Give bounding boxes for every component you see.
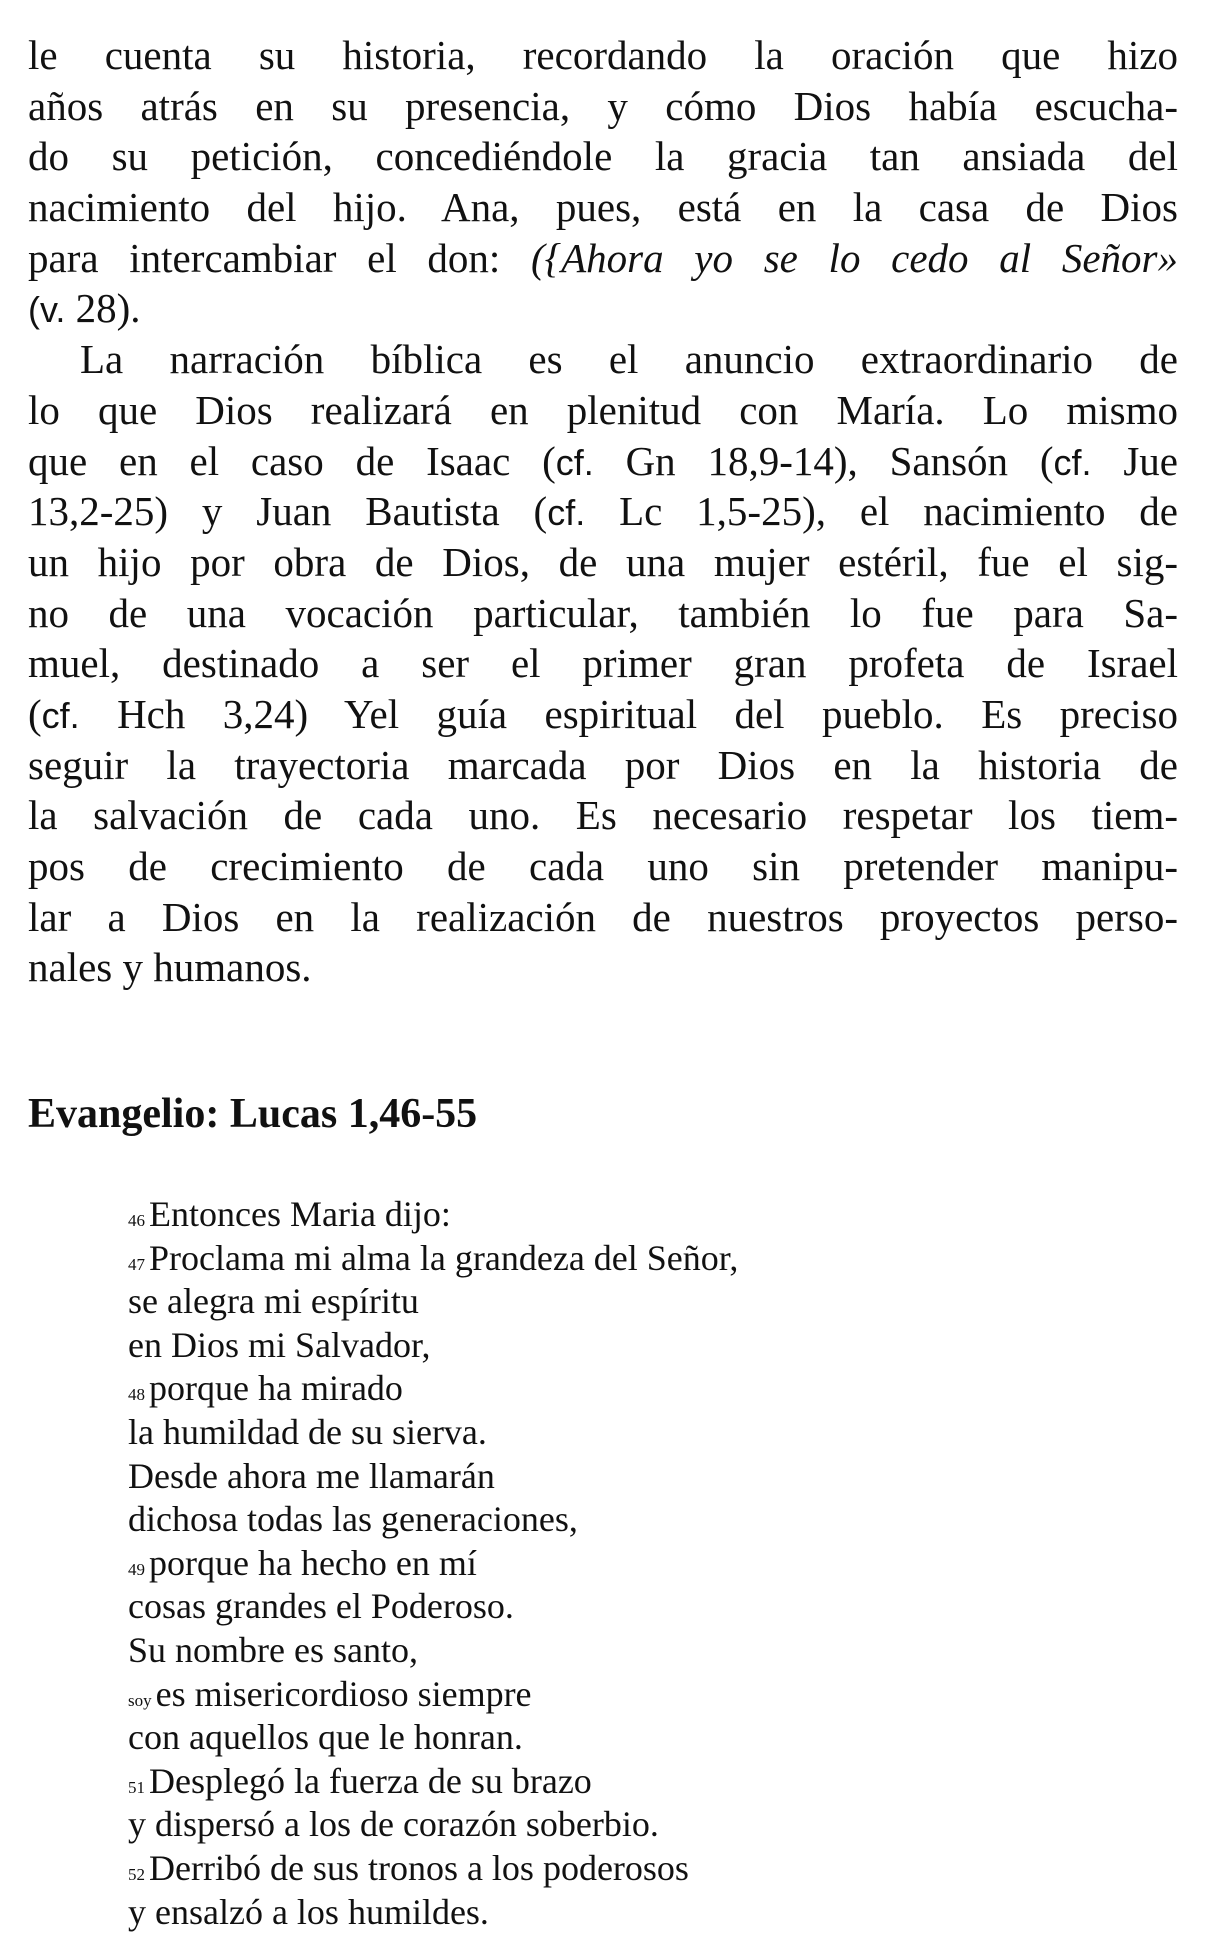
- paragraph-1-line-6: [28, 283, 1178, 334]
- verse-text: en Dios mi Salvador,: [128, 1324, 431, 1365]
- verse-text: cosas grandes el Poderoso.: [128, 1586, 514, 1627]
- verse-number: 52: [128, 1864, 145, 1884]
- verse-line: [128, 1673, 1028, 1717]
- gospel-verses: [128, 1193, 1028, 1934]
- verse-number: 46: [128, 1211, 145, 1230]
- verse-text: es misericordioso siempre: [155, 1673, 532, 1714]
- verse-text: Derribó de sus tronos a los poderosos: [149, 1847, 689, 1888]
- verse-line: [128, 1760, 1028, 1804]
- text-segment: 13,2-25) y Juan Bautista (: [28, 488, 548, 535]
- verse-number: 51: [128, 1777, 145, 1797]
- verse-text: Proclama mi alma la grandeza del Señor,: [149, 1237, 739, 1278]
- quotation-italic: ({Ahora yo se lo cedo al Señor»: [531, 234, 1179, 281]
- verse-text: con aquellos que le honran.: [128, 1717, 523, 1758]
- verse-text: y ensalzó a los humildes.: [128, 1891, 489, 1932]
- paragraph-2-line-1: La narración bíblica es el anuncio extraordinario de: [80, 336, 1178, 383]
- paragraph-2-line-8: [28, 689, 1178, 740]
- paragraph-1-line-5: [28, 233, 1178, 284]
- paragraph-2-line-11: pos de crecimiento de cada uno sin pretender manipu-: [28, 843, 1178, 889]
- paragraph-2-line-9: seguir la trayectoria marcada por Dios en la historia de: [28, 741, 1178, 788]
- verse-line: [128, 1193, 1028, 1237]
- verse-line: [128, 1891, 1028, 1935]
- verse-number: 47: [128, 1254, 145, 1274]
- verse-number: 48: [128, 1385, 145, 1405]
- commentary-text: [28, 30, 1178, 993]
- verse-text: Desplegó la fuerza de su brazo: [149, 1760, 592, 1801]
- paragraph-2-line-13: nales y humanos.: [28, 944, 312, 991]
- verse-text: Su nombre es santo,: [128, 1629, 418, 1670]
- paragraph-2-line-3: [28, 436, 1178, 487]
- verse-line: [128, 1324, 1028, 1368]
- verse-text: Desde ahora me llamarán: [128, 1455, 495, 1496]
- verse-line: [128, 1847, 1028, 1891]
- paragraph-2-line-4: [28, 486, 1178, 537]
- verse-line: [128, 1803, 1028, 1847]
- text-segment: Jue: [1091, 437, 1179, 484]
- paragraph-2-line-10: la salvación de cada uno. Es necesario respetar los tiem-: [28, 792, 1178, 839]
- cf-abbr: cf.: [555, 441, 594, 483]
- verse-line: [128, 1411, 1028, 1455]
- text-segment: Lc 1,5-25), el nacimiento de: [585, 488, 1179, 535]
- verse-text: dichosa todas las generaciones,: [128, 1499, 578, 1540]
- verse-line: [128, 1237, 1028, 1281]
- verse-line: [128, 1280, 1028, 1324]
- paragraph-1-line-1: le cuenta su historia, recordando la oración que hizo: [28, 32, 1178, 78]
- cf-abbr: cf.: [1053, 441, 1092, 483]
- verse-line: [128, 1629, 1028, 1673]
- verse-text: Entonces Maria dijo:: [149, 1194, 451, 1234]
- paragraph-2-line-2: lo que Dios realizará en plenitud con María. Lo mismo: [28, 386, 1178, 433]
- paragraph-1-line-3: do su petición, concediéndole la gracia tan ansiada del: [28, 133, 1178, 180]
- cf-abbr: cf.: [547, 492, 586, 534]
- verse-line: [128, 1367, 1028, 1411]
- verse-line: [128, 1542, 1028, 1586]
- verse-number: soy: [128, 1690, 152, 1710]
- text-segment: (: [28, 690, 42, 737]
- paragraph-1-line-5-text: para intercambiar el don:: [28, 234, 532, 281]
- paragraph-1-line-2: años atrás en su presencia, y cómo Dios había escucha-: [28, 82, 1178, 129]
- verse-line: [128, 1716, 1028, 1760]
- text-segment: Gn 18,9-14), Sansón (: [593, 437, 1054, 484]
- verse-text: y dispersó a los de corazón soberbio.: [128, 1804, 659, 1845]
- paragraph-2-line-7: muel, destinado a ser el primer gran profeta de Israel: [28, 640, 1178, 687]
- paragraph-2-line-12: lar a Dios en la realización de nuestros proyectos perso-: [28, 893, 1178, 940]
- verse-line: [128, 1455, 1028, 1499]
- verse-text: se alegra mi espíritu: [128, 1281, 419, 1322]
- text-segment: Hch 3,24) Yel guía espiritual del pueblo. Es preciso: [79, 690, 1178, 737]
- cf-abbr: cf.: [41, 694, 80, 736]
- gospel-heading: Evangelio: Lucas 1,46-55: [28, 1091, 478, 1137]
- verse-text: la humildad de su sierva.: [128, 1411, 487, 1452]
- verse-line: [128, 1585, 1028, 1629]
- text-segment: que en el caso de Isaac (: [28, 437, 556, 484]
- verse-number: 49: [128, 1559, 145, 1579]
- verse-line: [128, 1498, 1028, 1542]
- paragraph-1-line-4: nacimiento del hijo. Ana, pues, está en la casa de Dios: [28, 184, 1178, 231]
- verse-reference-abbr: (v.: [28, 289, 66, 331]
- verse-text: porque ha hecho en mí: [149, 1542, 477, 1583]
- paragraph-2-line-6: no de una vocación particular, también lo fue para Sa-: [28, 589, 1178, 636]
- verse-text: porque ha mirado: [149, 1368, 403, 1409]
- verse-reference-number: 28).: [65, 285, 141, 332]
- paragraph-2-line-5: un hijo por obra de Dios, de una mujer estéril, fue el sig-: [28, 538, 1178, 585]
